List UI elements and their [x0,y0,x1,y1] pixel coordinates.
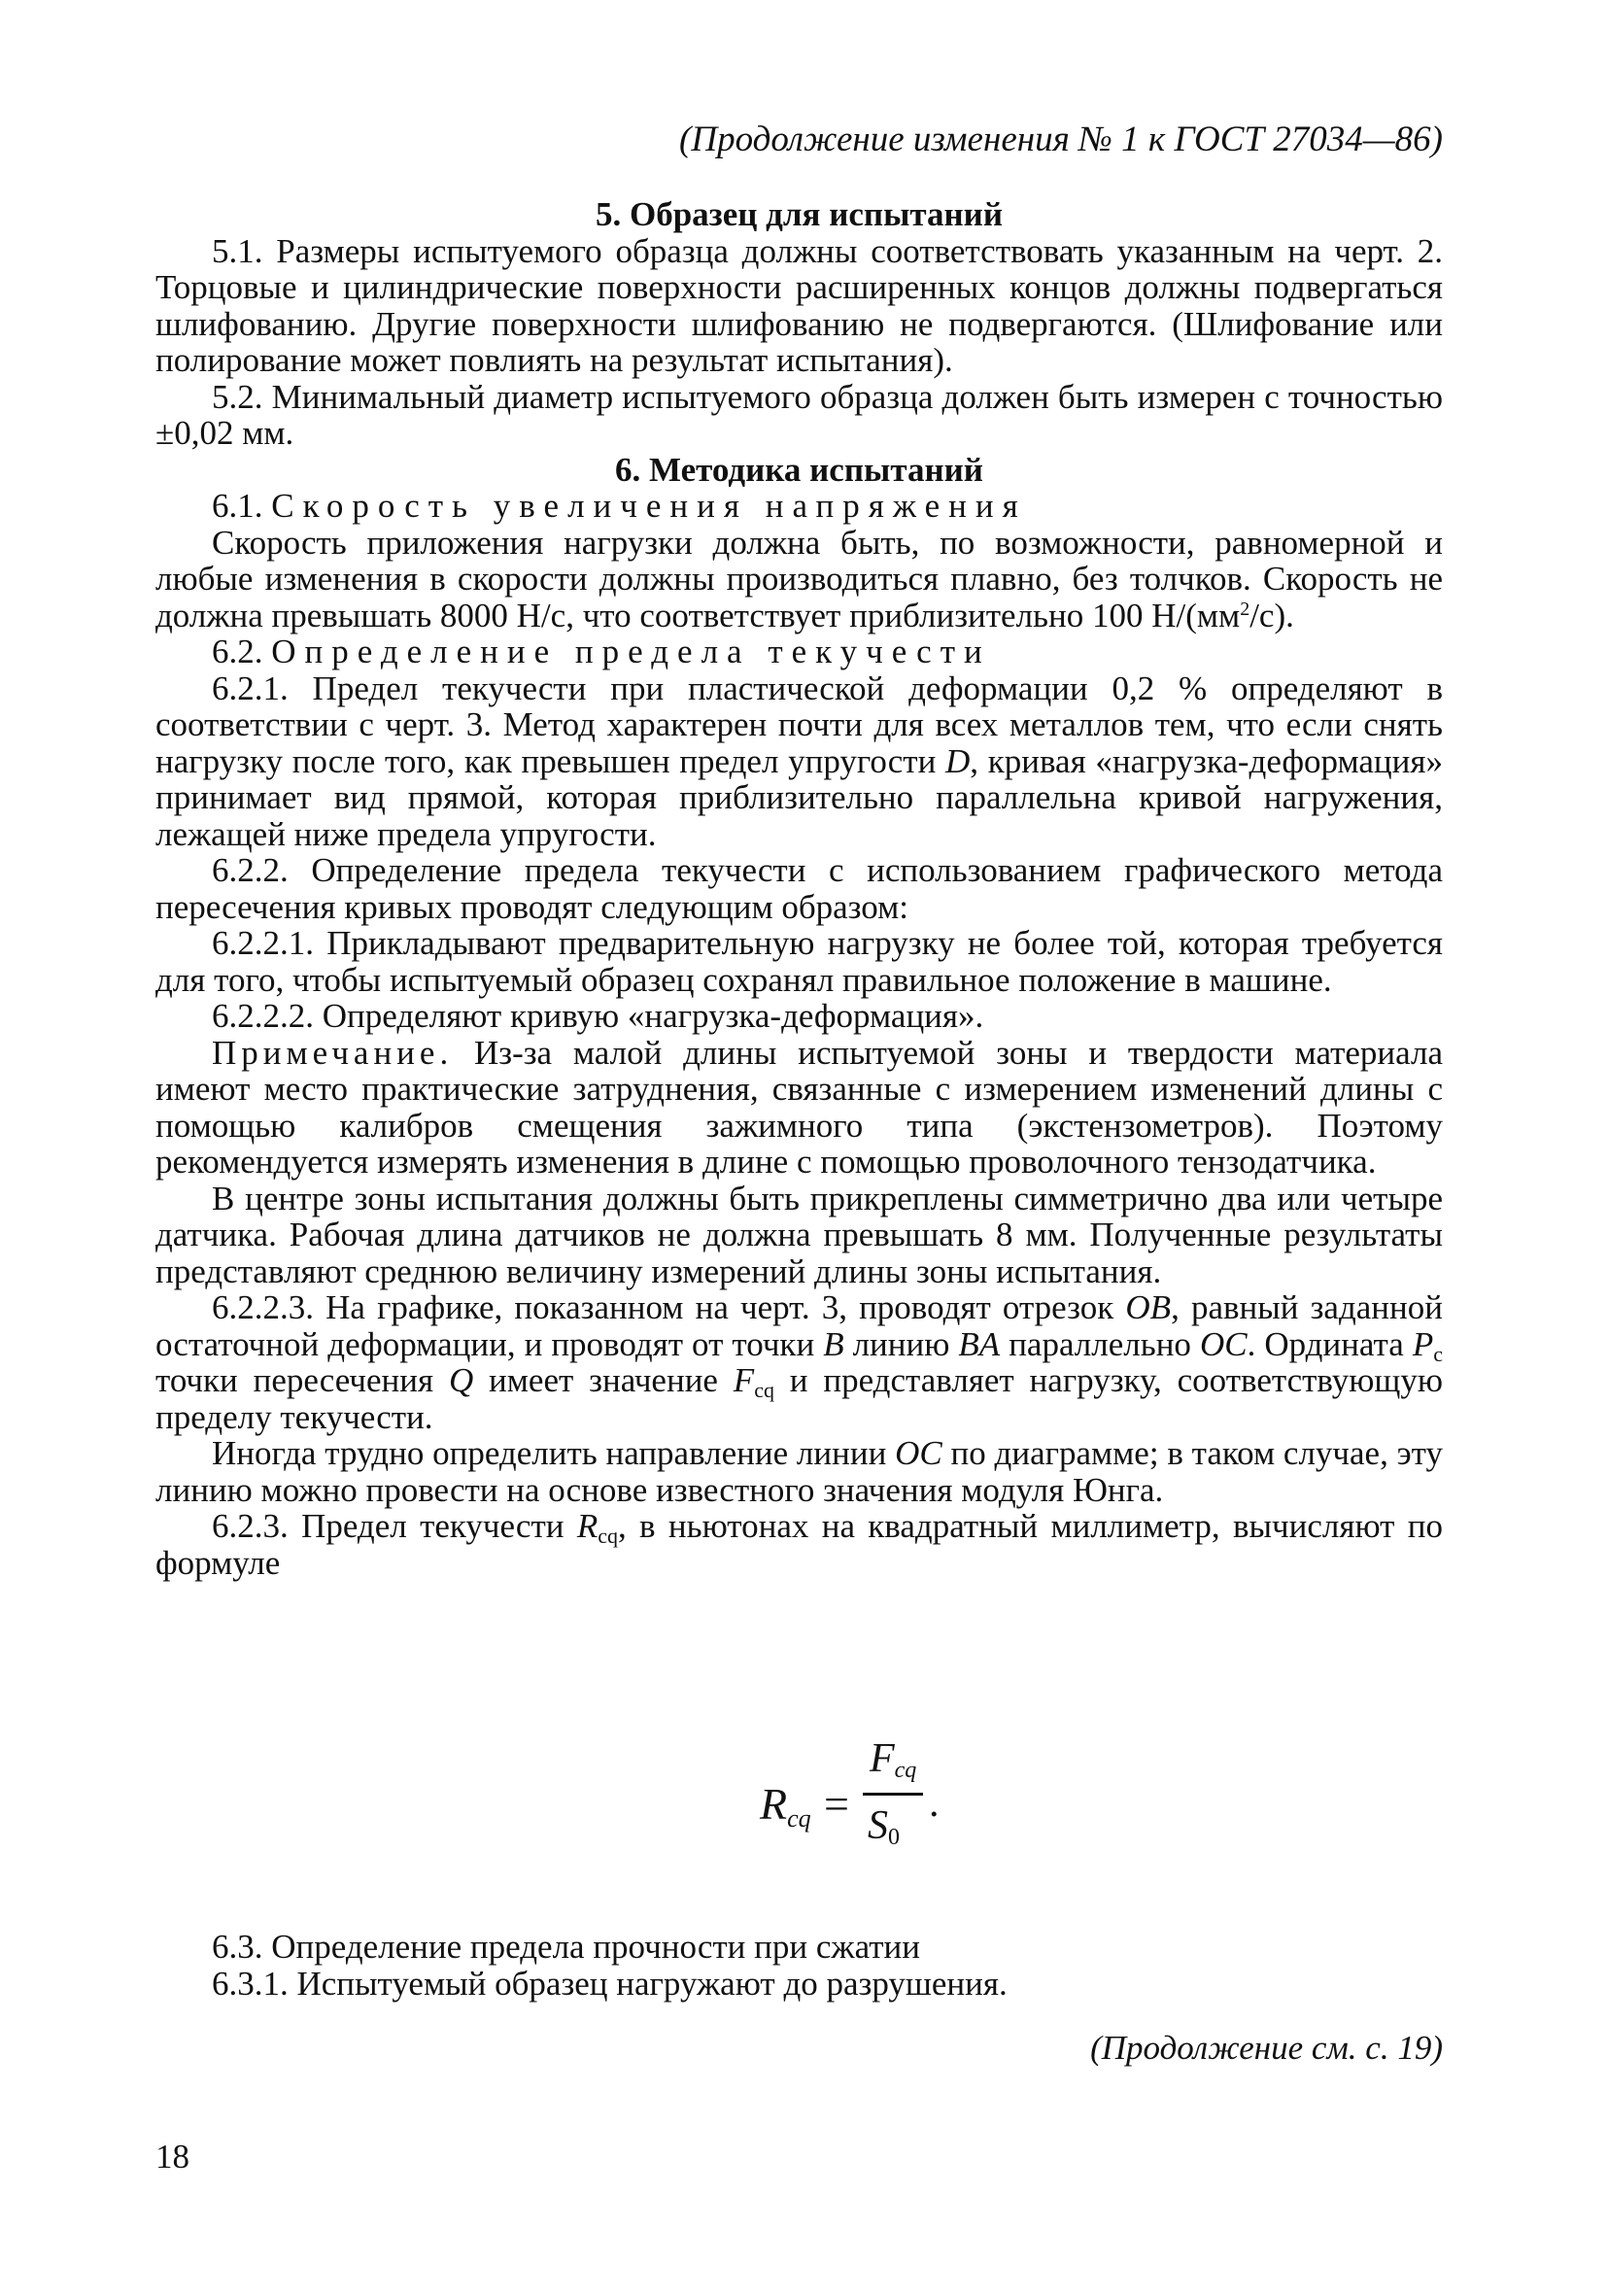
formula-lhs-subscript: cq [787,1804,811,1833]
heading-6-2 [155,634,1443,670]
formula-equals: = [824,1779,849,1829]
section-6-3 [155,1929,1443,2002]
paragraph-6-3-1: 6.3.1. Испытуемый образец нагружают до разрушения. [212,1964,1008,2003]
symbol-P-subscript: c [1433,1341,1443,1366]
symbol-OC-2: OC [895,1434,942,1472]
symbol-F-subscript: cq [754,1378,774,1402]
symbol-R-subscript: cq [598,1524,618,1548]
paragraph-6-2-2: 6.2.2. Определение предела текучести с использованием графического метода пересечения кривых проводят следующим образом: [155,851,1443,926]
p-hard-text-a: Иногда трудно определить направление линии [212,1434,896,1472]
continuation-note: (Продолжение см. с. 19) [1090,2029,1443,2067]
paragraph-young-modulus [155,1435,1443,1508]
paragraph-6-2-2-2: 6.2.2.2. Определяют кривую «нагрузка-деформация». [212,997,984,1035]
paragraph-6-2-2-1: 6.2.2.1. Прикладывают предварительную нагрузку не более той, которая требуется для того, чтобы испытуемый образец сохранял правильное положение в машине. [155,924,1443,999]
p6223-text-c: линию [843,1324,959,1363]
section-5-title: 5. Образец для испытаний [595,195,1004,233]
paragraph-6-2-2-3 [155,1289,1443,1435]
symbol-BA: BA [958,1324,1001,1363]
formula-numerator [870,1735,916,1782]
paragraph-sensors: В центре зоны испытания должны быть прикреплены симметрично два или четыре датчика. Рабочая длина датчиков не должна превышать 8 мм. Полученные результаты представляют среднюю величину измерений длины зоны испытания. [155,1179,1443,1290]
superscript-2: 2 [1240,598,1250,620]
p6223-text-f: точки пересечения [155,1361,449,1399]
formula-den-subscript: 0 [888,1825,900,1850]
symbol-F: F [733,1361,755,1399]
page-number: 18 [155,2138,189,2176]
formula-period: . [929,1781,940,1826]
paragraph-6-1-text: Скорость приложения нагрузки должна быть, по возможности, равномерной и любые изменения в скорости должны производиться плавно, без толчков. Скорость не должна превышать 8000 Н/с, что соответствует приблизительно 100 Н/(мм [155,523,1443,634]
symbol-OC: OC [1199,1324,1248,1363]
heading-6-1-number: 6.1. [212,487,263,525]
p-hard-text-b: по диаграмме; в таком случае, эту линию можно провести на основе известного значения модуля Юнга. [155,1434,1443,1509]
symbol-D: D [945,741,971,780]
p6223-text-a: 6.2.2.3. На графике, показанном на черт. 3, проводят отрезок [212,1288,1126,1326]
formula-den-symbol: S [868,1803,888,1848]
formula-denominator [868,1802,900,1849]
p623-text-a: 6.2.3. Предел текучести [212,1507,577,1545]
note-text: Из-за малой длины испытуемой зоны и твердости материала имеют место практические затруднения, связанные с измерением изменений длины с помощью калибров смещения зажимного типа (экстензометров). Поэтому рекомендуется измерять изменения в длине с помощью проволочного тензодатчика. [155,1033,1443,1181]
symbol-P: P [1412,1324,1434,1363]
p6223-text-e: . Ордината [1247,1324,1413,1363]
formula-fraction-bar [863,1793,923,1796]
p6223-text-d: параллельно [1000,1324,1200,1363]
p6223-text-h: и представляет нагрузку, соответствующую пределу текучести. [155,1361,1443,1436]
yield-strength-formula [0,1736,1608,1866]
heading-6-2-text: Определение предела текучести [271,633,991,670]
paragraph-5-1: 5.1. Размеры испытуемого образца должны соответствовать указанным на черт. 2. Торцовые и цилиндрические поверхности расширенных концов должны подвергаться шлифованию. Другие поверхности шлифованию не подвергаются. (Шлифование или полирование может повлиять на результат испытания). [155,231,1443,379]
formula-num-subscript: cq [894,1758,917,1783]
formula-lhs [760,1778,811,1833]
note-label: Примечание. [212,1033,454,1072]
paragraph-6-1-end: /с). [1249,596,1294,634]
page-header: (Продолжение изменения № 1 к ГОСТ 27034—86) [679,120,1443,159]
paragraph-6-2-1-text-b: , кривая «нагрузка-деформация» принимает вид прямой, которая приблизительно параллельна кривой нагружения, лежащей ниже предела упругости. [155,741,1443,853]
paragraph-5-2: 5.2. Минимальный диаметр испытуемого образца должен быть измерен с точностью ±0,02 мм. [155,377,1443,452]
symbol-OB: OB [1125,1288,1172,1326]
heading-6-1-text: Скорость увеличения напряжения [271,487,1027,525]
section-6-title: 6. Методика испытаний [615,450,983,489]
symbol-Q: Q [448,1361,474,1399]
paragraph-6-2-3 [155,1508,1443,1581]
formula-num-symbol: F [870,1736,895,1781]
p6223-text-g: имеет значение [473,1361,734,1399]
heading-6-2-number: 6.2. [212,633,263,670]
note-paragraph [155,1035,1443,1181]
paragraph-6-2-1 [155,670,1443,853]
formula-lhs-symbol: R [760,1779,788,1829]
symbol-B: B [823,1324,844,1363]
paragraph-6-2-1-text-a: 6.2.1. Предел текучести при пластической деформации 0,2 % определяют в соответствии с черт. 3. Метод характерен почти для всех металлов тем, что если снять нагрузку после того, как превышен предел упругости [155,668,1443,780]
paragraph-6-1 [155,525,1443,634]
document-body [155,196,1443,1581]
p6223-text-b: , равный заданной остаточной деформации, и проводят от точки [155,1288,1444,1363]
symbol-R: R [576,1507,599,1545]
heading-6-1 [155,488,1443,525]
p623-text-b: , в ньютонах на квадратный миллиметр, вычисляют по формуле [155,1507,1443,1582]
paragraph-6-3: 6.3. Определение предела прочности при сжатии [212,1928,920,1966]
